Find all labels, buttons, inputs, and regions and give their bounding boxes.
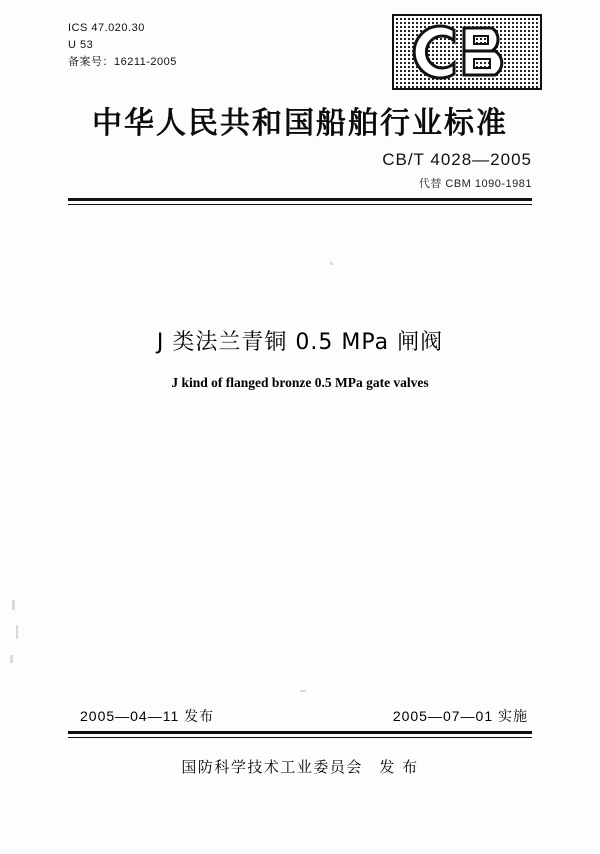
header-codes	[68, 20, 177, 71]
header-rule-thin	[68, 204, 532, 205]
ics-code: ICS 47.020.30	[68, 22, 145, 34]
scan-artifact	[12, 600, 15, 610]
scan-artifact	[300, 690, 306, 692]
record-code: 备案号：16211-2005	[68, 56, 177, 68]
scan-artifact	[10, 655, 13, 663]
scan-artifact	[16, 625, 18, 639]
standard-series-title: 中华人民共和国船舶行业标准	[92, 106, 508, 141]
standard-number-block	[382, 150, 532, 191]
standard-number: CB/T 4028—2005	[382, 150, 532, 169]
issuing-authority: 国防科学技术工业委员会 发 布	[181, 758, 419, 776]
document-title-chinese: J 类法兰青铜 0.5 MPa 闸阀	[156, 330, 444, 355]
class-code: U 53	[68, 39, 94, 51]
issue-date: 2005—04—11 发布	[80, 708, 215, 724]
header-rule-thick	[68, 198, 532, 201]
footer-rule-thick	[68, 731, 532, 734]
footer-rule-thin	[68, 737, 532, 738]
document-title-english: J kind of flanged bronze 0.5 MPa gate valves	[171, 375, 429, 390]
standard-replaces: 代替 CBM 1090-1981	[418, 178, 532, 190]
effective-date: 2005—07—01 实施	[392, 708, 528, 724]
cb-emblem-icon	[392, 14, 542, 90]
scan-artifact	[330, 262, 333, 265]
